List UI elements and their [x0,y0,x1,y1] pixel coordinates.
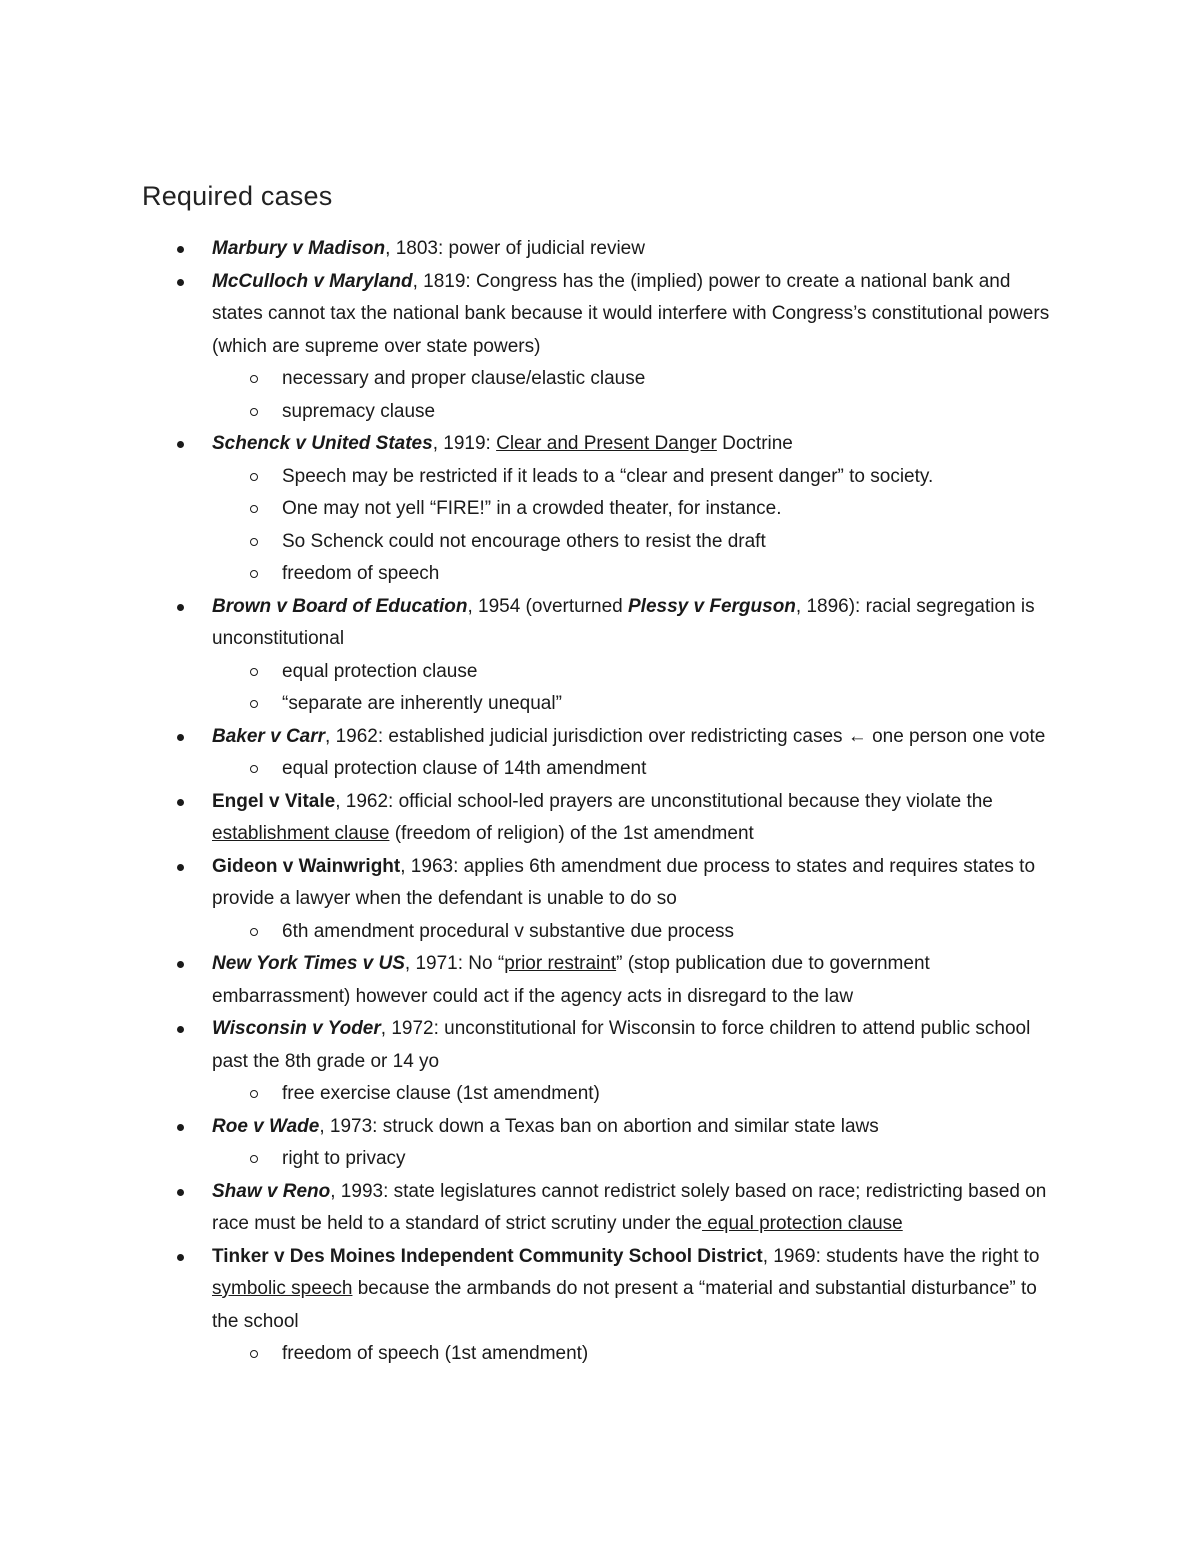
list-item [212,1241,1062,1371]
circle-bullet-icon [250,570,258,578]
case-name: Marbury v Madison [212,238,386,259]
sub-item [282,656,1062,689]
underlined-term: equal protection clause [702,1213,903,1234]
case-name: Tinker v Des Moines Independent Community School District [212,1245,763,1267]
list-item [212,233,1062,266]
list-item [212,591,1062,721]
circle-bullet-icon [250,473,258,481]
sub-item [282,916,1062,949]
sub-item [282,753,1062,786]
sub-item-text: So Schenck could not encourage others to resist the draft [282,530,766,552]
case-name: Gideon v Wainwright [212,855,401,877]
sub-list [212,363,1062,428]
circle-bullet-icon [250,1090,258,1098]
sub-item [282,461,1062,494]
case-name: Baker v Carr [212,725,326,747]
circle-bullet-icon [250,700,258,708]
sub-item-text: right to privacy [282,1148,406,1169]
case-name: Engel v Vitale [212,790,336,812]
underlined-term: establishment clause [212,823,390,844]
circle-bullet-icon [250,538,258,546]
case-name: New York Times v US [212,953,405,974]
sub-item [282,1078,1062,1111]
bullet-icon [177,734,184,741]
list-item [212,948,1062,1013]
case-name-secondary: Plessy v Ferguson [628,595,796,617]
case-text: , 1819: Congress has the (implied) power to create a national bank and states cannot tax the national bank because it would interfere with Congress’s constitutional powers (which are supreme over state powers) [212,270,1050,357]
circle-bullet-icon [250,1350,258,1358]
sub-item-text: equal protection clause [282,660,478,682]
case-text: , 1993: state legislatures cannot redistrict solely based on race; redistricting based on race must be held to a standard of strict scrutiny under the [212,1180,1047,1234]
circle-bullet-icon [250,505,258,513]
sub-item-text: necessary and proper clause/elastic clause [282,368,646,389]
case-text: (freedom of religion) of the 1st amendment [389,823,754,844]
bullet-icon [177,441,184,448]
sub-item-text: supremacy clause [282,400,436,422]
sub-item [282,688,1062,721]
sub-item [282,396,1062,429]
bullet-icon [177,246,184,253]
bullet-icon [177,799,184,806]
list-item [212,266,1062,429]
case-name: Shaw v Reno [212,1180,331,1202]
bullet-icon [177,1254,184,1261]
list-item [212,1013,1062,1111]
sub-item [282,558,1062,591]
list-item [212,428,1062,591]
case-name: Brown v Board of Education [212,595,468,617]
circle-bullet-icon [250,1155,258,1163]
sub-item-text: One may not yell “FIRE!” in a crowded theater, for instance. [282,498,782,519]
bullet-icon [177,864,184,871]
sub-list [212,753,1062,786]
case-text: , 1963: applies 6th amendment due process to states and requires states to provide a lawyer when the defendant is unable to do so [212,855,1036,909]
circle-bullet-icon [250,668,258,676]
list-item [212,1176,1062,1241]
case-text: , 1954 (overturned [467,595,628,617]
bullet-icon [177,279,184,286]
sub-item [282,1143,1062,1176]
case-text: because the armbands do not present a “material and substantial disturbance” to the school [212,1278,1037,1332]
sub-list [212,656,1062,721]
underlined-term: Clear and Present Danger [496,433,717,454]
list-item [212,851,1062,949]
case-text: , 1971: No “ [404,953,505,974]
case-name: Roe v Wade [212,1115,320,1137]
sub-item-text: free exercise clause (1st amendment) [282,1083,600,1104]
case-text: ” (stop publication due to government embarrassment) however could act if the agency acts in disregard to the law [212,953,930,1007]
bullet-icon [177,1026,184,1033]
circle-bullet-icon [250,375,258,383]
sub-list [212,1078,1062,1111]
sub-item [282,363,1062,396]
circle-bullet-icon [250,928,258,936]
case-list [212,233,1062,1371]
underlined-term: symbolic speech [212,1278,353,1299]
sub-item-text: equal protection clause of 14th amendment [282,758,647,779]
sub-list [212,1338,1062,1371]
case-text: , 1803: power of judicial review [385,238,645,259]
case-text: , 1919: [432,433,497,454]
circle-bullet-icon [250,765,258,773]
sub-list [212,461,1062,591]
list-item [212,786,1062,851]
sub-item [282,1338,1062,1371]
underlined-term: prior restraint [504,953,617,974]
bullet-icon [177,604,184,611]
sub-item-text: freedom of speech (1st amendment) [282,1343,589,1364]
sub-item-text: Speech may be restricted if it leads to a “clear and present danger” to society. [282,465,934,487]
list-item [212,1111,1062,1176]
case-text: , 1962: established judicial jurisdiction over redistricting cases ← one person one vote [325,725,1046,747]
bullet-icon [177,961,184,968]
list-item [212,721,1062,786]
page-title: Required cases [142,181,333,211]
circle-bullet-icon [250,408,258,416]
case-name: Schenck v United States [212,433,433,454]
case-name: McCulloch v Maryland [212,270,413,292]
case-text: , 1973: struck down a Texas ban on abortion and similar state laws [319,1115,879,1137]
case-text: , 1969: students have the right to [762,1245,1040,1267]
sub-item-text: “separate are inherently unequal” [282,693,562,714]
sub-list [212,1143,1062,1176]
sub-item-text: freedom of speech [282,563,440,584]
sub-item [282,526,1062,559]
sub-list [212,916,1062,949]
sub-item [282,493,1062,526]
case-text: , 1962: official school-led prayers are unconstitutional because they violate the [335,790,993,812]
bullet-icon [177,1124,184,1131]
case-name: Wisconsin v Yoder [212,1018,381,1039]
case-text: Doctrine [716,433,793,454]
case-text: , 1972: unconstitutional for Wisconsin to force children to attend public school past the 8th grade or 14 yo [212,1018,1031,1072]
bullet-icon [177,1189,184,1196]
sub-item-text: 6th amendment procedural v substantive due process [282,920,735,942]
case-text: , 1896): racial segregation is unconstitutional [212,595,1035,649]
